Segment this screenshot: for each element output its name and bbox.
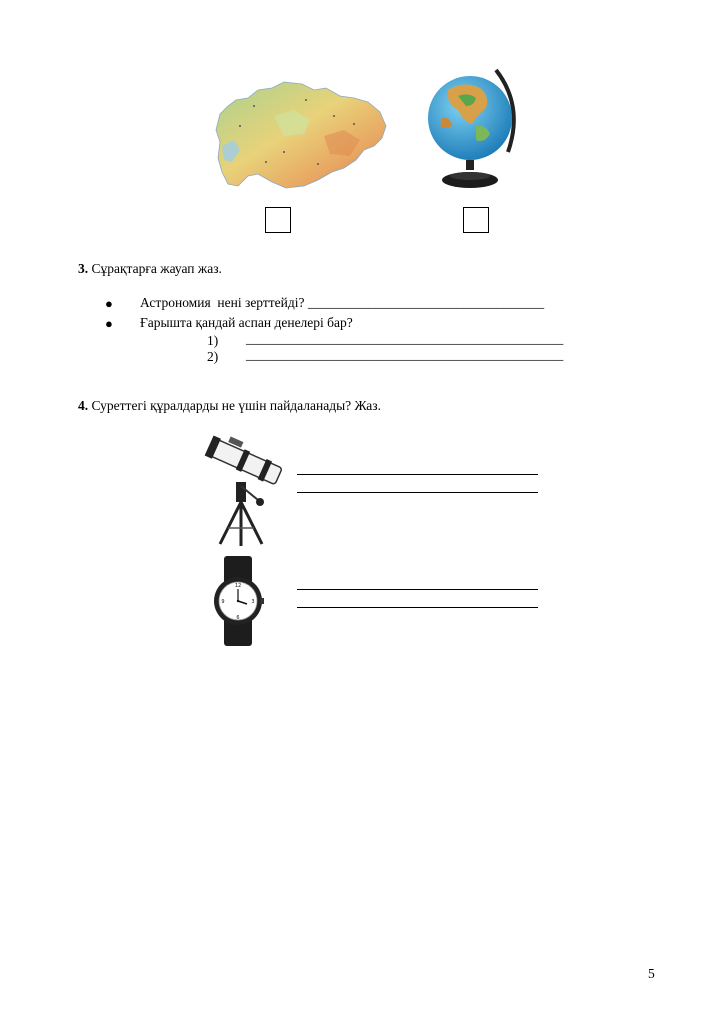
svg-text:3: 3	[251, 599, 255, 605]
task-4-text: Суреттегі құралдарды не үшін пайдаланады? Жаз.	[91, 398, 381, 413]
task-4-number: 4.	[78, 398, 89, 413]
svg-text:12: 12	[234, 583, 242, 589]
watch-answer-line-1[interactable]	[297, 589, 538, 590]
watch-answer-line-2[interactable]	[297, 607, 538, 608]
svg-text:9: 9	[221, 599, 225, 605]
page-number: 5	[648, 966, 655, 981]
task-3-text: Сұрақтарға жауап жаз.	[91, 261, 222, 276]
telescope-answer-line-2[interactable]	[297, 492, 538, 493]
globe-image	[424, 66, 524, 194]
bullet-icon: ●	[105, 316, 113, 331]
kazakhstan-map-image	[214, 76, 392, 194]
answer-2-line[interactable]: _______________________________________________	[246, 347, 564, 362]
answer-1-line[interactable]: _______________________________________________	[246, 331, 564, 346]
task-3-question-2: Ғарышта қандай аспан денелері бар?	[140, 315, 353, 330]
bullet-icon: ●	[105, 296, 113, 311]
svg-text:6: 6	[236, 615, 240, 621]
answer-1-label: 1)	[207, 333, 219, 348]
answer-2-label: 2)	[207, 349, 219, 364]
telescope-image	[198, 430, 286, 548]
task-3-heading	[78, 261, 222, 277]
map-checkbox[interactable]	[265, 207, 291, 233]
wristwatch-image	[212, 556, 264, 646]
task-3-number: 3.	[78, 261, 89, 276]
task-3-question-1: Астрономия нені зерттейді? ___________________________________	[140, 295, 545, 310]
globe-checkbox[interactable]	[463, 207, 489, 233]
task-4-heading	[78, 398, 381, 414]
telescope-answer-line-1[interactable]	[297, 474, 538, 475]
